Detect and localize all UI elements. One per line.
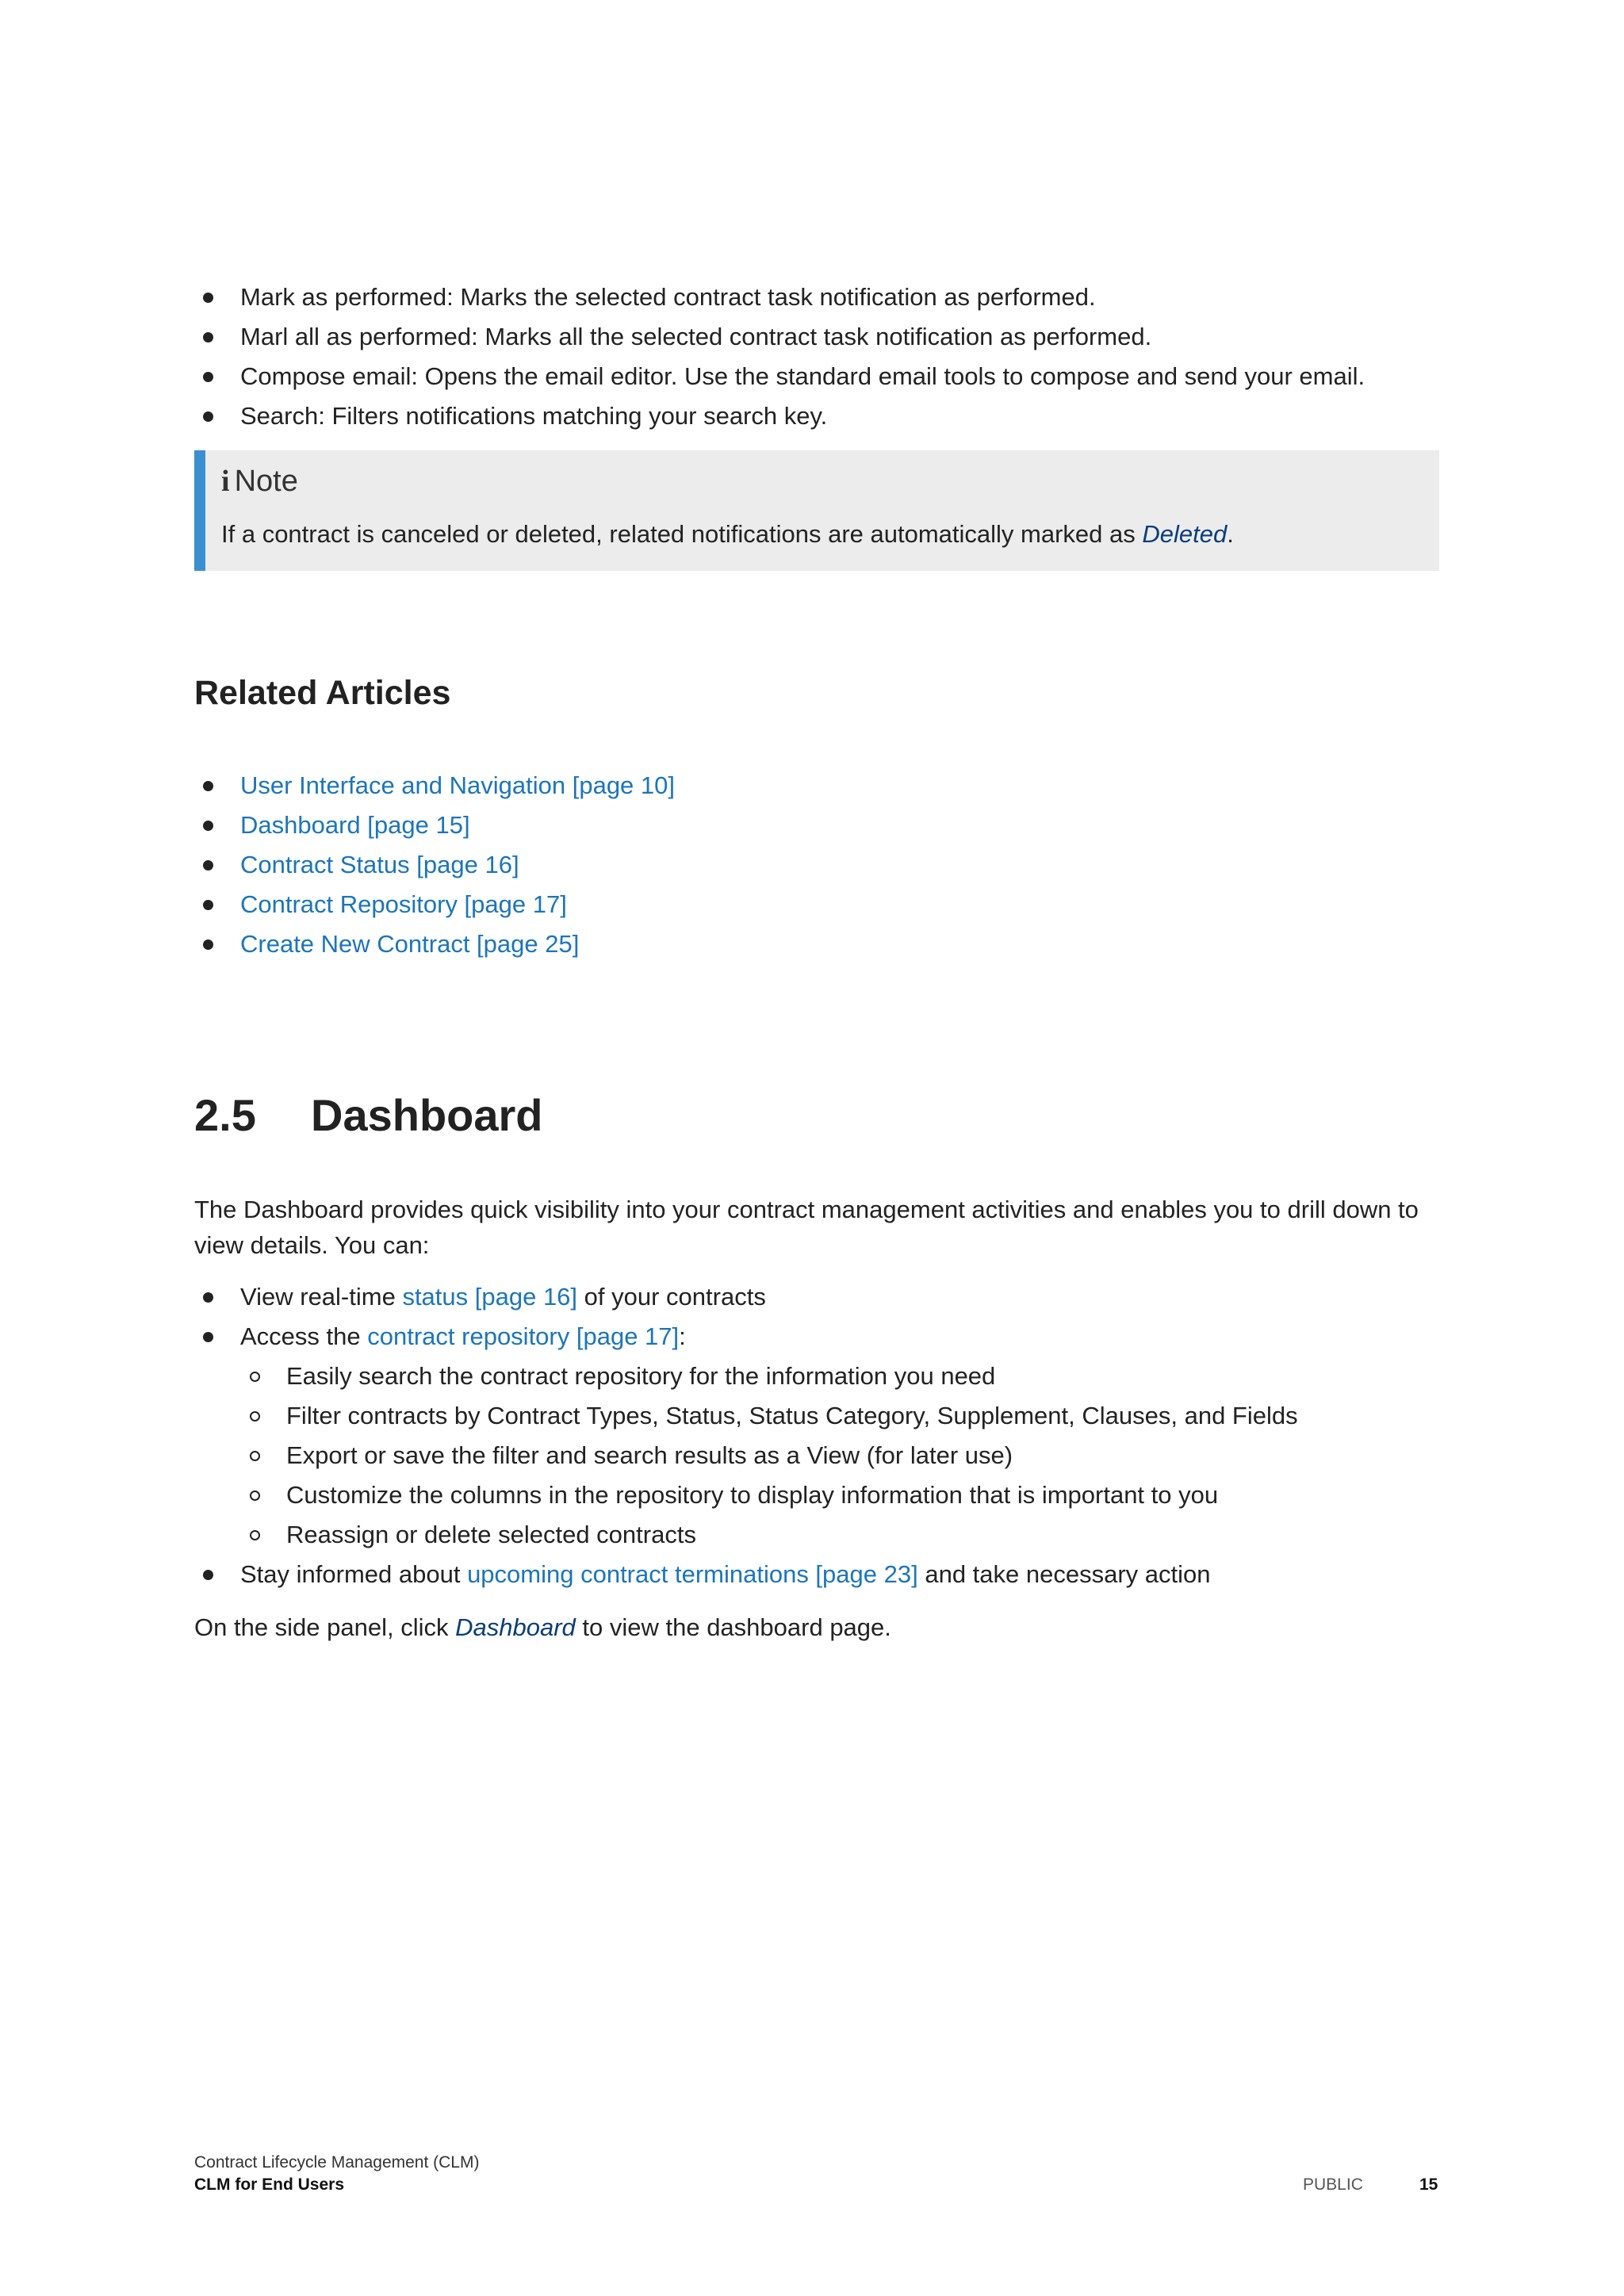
- list-item: Compose email: Opens the email editor. Use the standard email tools to compose and send your email.: [194, 357, 1439, 396]
- related-link-dashboard[interactable]: Dashboard [page 15]: [240, 811, 470, 839]
- related-link-create-contract[interactable]: Create New Contract [page 25]: [240, 930, 580, 958]
- related-articles-heading: Related Articles: [194, 674, 451, 712]
- dashboard-link[interactable]: Dashboard: [455, 1613, 576, 1641]
- related-link-item: [194, 924, 1439, 964]
- sub-list-item: Filter contracts by Contract Types, Status, Status Category, Supplement, Clauses, and Fields: [240, 1396, 1439, 1436]
- note-text-before: If a contract is canceled or deleted, related notifications are automatically marked as: [221, 520, 1143, 548]
- list-item: Search: Filters notifications matching your search key.: [194, 396, 1439, 436]
- related-articles-list: [194, 766, 1439, 964]
- list-item: Mark as performed: Marks the selected contract task notification as performed.: [194, 277, 1439, 317]
- footer-classification: PUBLIC: [1303, 2175, 1363, 2194]
- section-title: Dashboard: [311, 1090, 543, 1140]
- related-link-contract-status[interactable]: Contract Status [page 16]: [240, 851, 519, 878]
- item-text: :: [679, 1322, 686, 1350]
- footer-product: Contract Lifecycle Management (CLM): [194, 2153, 480, 2172]
- item-text: Stay informed about: [240, 1560, 468, 1588]
- footer-title: [194, 2152, 479, 2196]
- related-link-item: [194, 766, 1439, 806]
- sub-list-item: Export or save the filter and search results as a View (for later use): [240, 1436, 1439, 1475]
- item-text: and take necessary action: [917, 1560, 1211, 1588]
- sub-list-item: Customize the columns in the repository to display information that is important to you: [240, 1475, 1439, 1515]
- note-text-after: .: [1227, 520, 1234, 548]
- sub-list-item: Easily search the contract repository for the information you need: [240, 1357, 1439, 1396]
- related-link-item: [194, 845, 1439, 885]
- note-box: [194, 450, 1439, 571]
- dashboard-capabilities-list: [194, 1277, 1439, 1594]
- related-link-contract-repository[interactable]: Contract Repository [page 17]: [240, 890, 567, 918]
- outro-text: On the side panel, click: [194, 1613, 456, 1641]
- page-number: 15: [1419, 2175, 1438, 2194]
- section-heading: [194, 1088, 543, 1143]
- related-link-ui-navigation[interactable]: User Interface and Navigation [page 10]: [240, 771, 676, 799]
- note-title-label: Note: [234, 465, 298, 498]
- section-number: 2.5: [194, 1090, 256, 1140]
- note-title: [221, 461, 298, 501]
- list-item: [194, 1317, 1439, 1555]
- deleted-link[interactable]: Deleted: [1142, 520, 1228, 548]
- contract-terminations-link[interactable]: upcoming contract terminations [page 23]: [467, 1560, 918, 1588]
- info-icon: i: [221, 465, 230, 498]
- repository-sub-list: [240, 1357, 1439, 1555]
- list-item: [194, 1277, 1439, 1317]
- status-link[interactable]: status [page 16]: [402, 1283, 578, 1311]
- sub-list-item: Reassign or delete selected contracts: [240, 1515, 1439, 1555]
- item-text: of your contracts: [577, 1283, 766, 1311]
- contract-repository-link[interactable]: contract repository [page 17]: [367, 1322, 680, 1350]
- outro-text: to view the dashboard page.: [575, 1613, 891, 1641]
- item-text: View real-time: [240, 1283, 403, 1311]
- action-list: [194, 277, 1439, 436]
- list-item: [194, 1555, 1439, 1594]
- item-text: Access the: [240, 1322, 368, 1350]
- footer-guide: CLM for End Users: [194, 2175, 345, 2194]
- note-text: [221, 517, 1234, 552]
- list-item: Marl all as performed: Marks all the selected contract task notification as performed.: [194, 317, 1439, 357]
- section-outro: [194, 1609, 1439, 1645]
- section-intro: The Dashboard provides quick visibility into your contract management activities and enables you to drill down to view details. You can:: [194, 1196, 1419, 1259]
- related-link-item: [194, 885, 1439, 924]
- related-link-item: [194, 806, 1439, 845]
